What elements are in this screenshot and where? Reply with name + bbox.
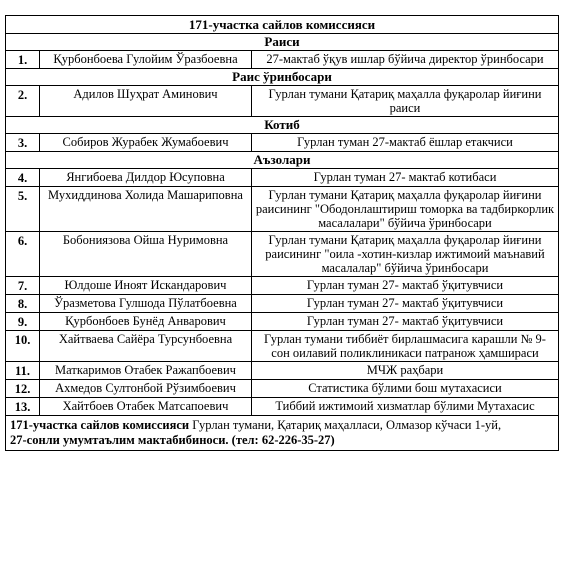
- table-row: [6, 51, 559, 69]
- table-row: [6, 86, 559, 117]
- table-row: [6, 362, 559, 380]
- row-number: 11.: [6, 362, 40, 380]
- member-name: Қурбонбоев Бунёд Анварович: [40, 313, 252, 331]
- member-name: Ахмедов Султонбой Рўзимбоевич: [40, 380, 252, 398]
- member-name: Мухиддинова Холида Машариповна: [40, 187, 252, 232]
- table-row: [6, 380, 559, 398]
- section-heading-row: [6, 34, 559, 51]
- member-position: Гурлан тумани Қатариқ маҳалла фуқаролар йиғини раисининг "Ободонлаштириш томорка ва тадбиркорлик масалалари" бўйича ўринбосари: [252, 187, 559, 232]
- row-number: 4.: [6, 169, 40, 187]
- footer-row: [6, 416, 559, 451]
- member-name: Хайтваева Сайёра Турсунбоевна: [40, 331, 252, 362]
- footer-address: [6, 416, 559, 451]
- section-heading-row: [6, 69, 559, 86]
- table-row: [6, 134, 559, 152]
- row-number: 12.: [6, 380, 40, 398]
- commission-document: [5, 15, 559, 451]
- member-position: МЧЖ раҳбари: [252, 362, 559, 380]
- member-position: Тиббий ижтимоий хизматлар бўлими Мутахасис: [252, 398, 559, 416]
- member-name: Маткаримов Отабек Ражапбоевич: [40, 362, 252, 380]
- section-heading: Раис ўринбосари: [6, 69, 559, 86]
- member-position: Гурлан тумани Қатариқ маҳалла фуқаролар йиғини раисининг "оила -хотин-кизлар ижтимоий маънавий масалалар" бўйича ўринбосари: [252, 232, 559, 277]
- section-heading: Аъзолари: [6, 152, 559, 169]
- footer-address-text: Гурлан тумани, Қатариқ маҳалласи, Олмазор кўчаси 1-уй,: [189, 418, 502, 432]
- footer-lead: 171-участка сайлов комиссияси: [10, 418, 190, 432]
- table-row: [6, 232, 559, 277]
- table-row: [6, 313, 559, 331]
- commission-table-body: [6, 16, 559, 416]
- member-position: Гурлан туман 27- мактаб котибаси: [252, 169, 559, 187]
- member-position: 27-мактаб ўқув ишлар бўйича директор ўринбосари: [252, 51, 559, 69]
- member-name: Қурбонбоева Гулойим Ўразбоевна: [40, 51, 252, 69]
- section-heading-row: [6, 152, 559, 169]
- member-name: Хайтбоев Отабек Матсапоевич: [40, 398, 252, 416]
- section-heading: Котиб: [6, 117, 559, 134]
- row-number: 7.: [6, 277, 40, 295]
- row-number: 5.: [6, 187, 40, 232]
- table-row: [6, 187, 559, 232]
- title-row: [6, 16, 559, 34]
- row-number: 9.: [6, 313, 40, 331]
- member-name: Юлдоше Иноят Искандарович: [40, 277, 252, 295]
- row-number: 3.: [6, 134, 40, 152]
- member-name: Янгибоева Дилдор Юсуповна: [40, 169, 252, 187]
- row-number: 8.: [6, 295, 40, 313]
- member-position: Гурлан туман 27- мактаб ўқитувчиси: [252, 313, 559, 331]
- row-number: 6.: [6, 232, 40, 277]
- member-name: Ўразметова Гулшода Пўлатбоевна: [40, 295, 252, 313]
- row-number: 2.: [6, 86, 40, 117]
- member-position: Гурлан тумани Қатариқ маҳалла фуқаролар йиғини раиси: [252, 86, 559, 117]
- row-number: 10.: [6, 331, 40, 362]
- member-name: Бобониязова Ойша Нуримовна: [40, 232, 252, 277]
- member-name: Адилов Шуҳрат Аминович: [40, 86, 252, 117]
- member-position: Гурлан тумани тиббиёт бирлашмасига карашли № 9-сон оилавий поликлиникаси патранож ҳамшираси: [252, 331, 559, 362]
- table-row: [6, 277, 559, 295]
- member-position: Гурлан туман 27-мактаб ёшлар етакчиси: [252, 134, 559, 152]
- table-row: [6, 295, 559, 313]
- footer-line2: 27-сонли умумтаълим мактабибиноси. (тел: 62-226-35-27): [10, 433, 335, 447]
- table-row: [6, 398, 559, 416]
- table-row: [6, 331, 559, 362]
- member-position: Статистика бўлими бош мутахасиси: [252, 380, 559, 398]
- member-position: Гурлан туман 27- мактаб ўқитувчиси: [252, 277, 559, 295]
- document-title: 171-участка сайлов комиссияси: [6, 16, 559, 34]
- member-position: Гурлан туман 27- мактаб ўқитувчиси: [252, 295, 559, 313]
- row-number: 13.: [6, 398, 40, 416]
- section-heading: Раиси: [6, 34, 559, 51]
- member-name: Собиров Журабек Жумабоевич: [40, 134, 252, 152]
- commission-table: [5, 15, 559, 451]
- row-number: 1.: [6, 51, 40, 69]
- table-row: [6, 169, 559, 187]
- section-heading-row: [6, 117, 559, 134]
